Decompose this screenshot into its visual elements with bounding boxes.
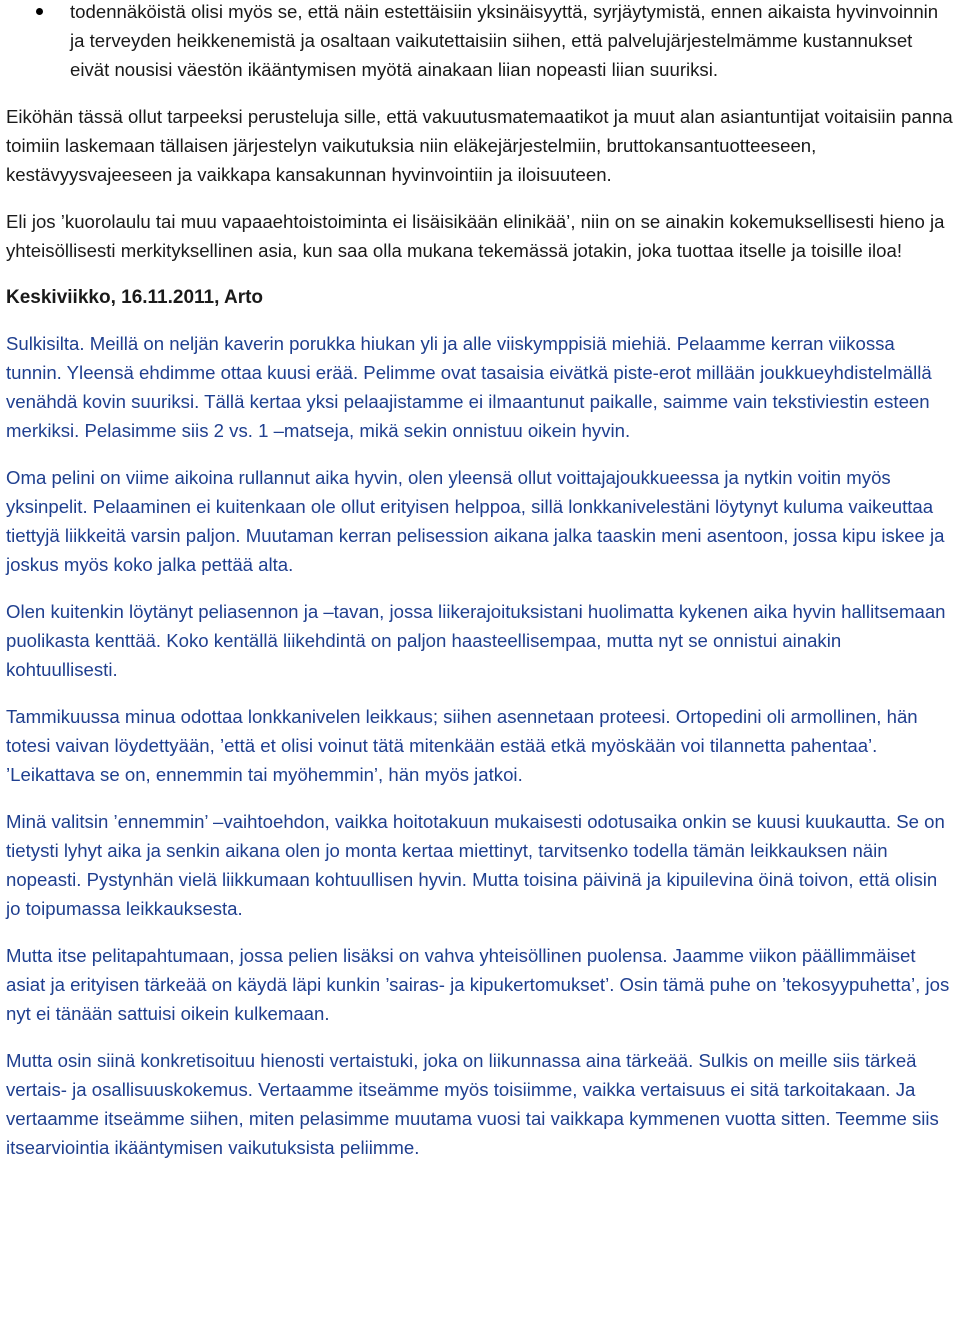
paragraph-choir: Eli jos ’kuorolaulu tai muu vapaaehtoistoiminta ei lisäisikään elinikää’, niin on se ainakin kokemuksellisesti hieno ja yhteisöllisesti merkityksellinen asia, kun saa olla mukana tekemässä jotakin, joka tuottaa itselle ja toisille iloa! [6,211,945,261]
bullet-item [6,0,954,84]
bullet-dot-icon [36,8,43,15]
paragraph-community: Mutta itse pelitapahtumaan, jossa pelien lisäksi on vahva yhteisöllinen puolensa. Jaamme viikon päällimmäiset asiat ja erityisen tärkeää on käydä läpi kunkin ’sairas- ja kipukertomukset’. Osin tämä puhe on ’tekosyypuhetta’, jos nyt ei tänään sattuisi oikein kulkemaan. [6,945,950,1024]
paragraph-own-game: Oma pelini on viime aikoina rullannut aika hyvin, olen yleensä ollut voittajajoukkueessa ja nytkin voitin myös yksinpelit. Pelaaminen ei kuitenkaan ole ollut erityisen helppoa, sillä lonkkanivelestäni löytynyt kuluma vaikeuttaa tiettyjä liikkeitä varsin paljon. Muutaman kerran pelisession aikana jalka taaskin meni asentoon, jossa kipu iskee ja joskus myös koko jalka pettää alta. [6,467,945,575]
bullet-paragraph: todennäköistä olisi myös se, että näin estettäisiin yksinäisyyttä, syrjäytymistä, ennen aikaista hyvinvoinnin ja terveyden heikkenemistä ja osaltaan vaikutettaisiin siihen, että palvelujärjestelmämme kustannukset eivät nousisi väestön ikääntymisen myötä ainakaan liian nopeasti liian suuriksi. [70,1,939,80]
paragraph-choice: Minä valitsin ’ennemmin’ –vaihtoehdon, vaikka hoitotakuun mukaisesti odotusaika onkin se kuusi kuukautta. Se on tietysti lyhyt aika ja senkin aikana olen jo monta kertaa miettinyt, tarvitsenko todella tämän leikkauksen näin nopeasti. Pystynhän vielä liikkumaan kohtuullisen hyvin. Mutta toisina päivinä ja kipuilevina öinä toivon, että olisin jo toipumassa leikkauksesta. [6,811,945,919]
paragraph-playing-position: Olen kuitenkin löytänyt peliasennon ja –tavan, jossa liikerajoituksistani huolimatta kykenen aika hyvin hallitsemaan puolikasta kenttää. Koko kentällä liikehdintä on paljon haasteellisempaa, mutta nyt se onnistui ainakin kohtuullisesti. [6,601,946,680]
entry-heading: Keskiviikko, 16.11.2011, Arto [6,287,264,308]
paragraph-peer-support: Mutta osin siinä konkretisoituu hienosti vertaistuki, joka on liikunnassa aina tärkeää. Sulkis on meille siis tärkeä vertais- ja osallisuuskokemus. Vertaamme itseämme myös toisiimme, vaikka vertaisuus ei sitä tarkoitakaan. Ja vertaamme itseämme siihen, miten pelasimme muutama vuosi tai vaikkapa kymmenen vuotta sitten. Teemme siis itsearviointia ikääntymisen vaikutuksista peliimme. [6,1050,939,1158]
paragraph-surgery: Tammikuussa minua odottaa lonkkanivelen leikkaus; siihen asennetaan proteesi. Ortopedini oli armollinen, hän totesi vaivan löydettyään, ’että et olisi voinut tätä mitenkään estää etkä myöskään voi tilannetta pahentaa’. ’Leikattava se on, ennemmin tai myöhemmin’, hän myös jatkoi. [6,706,918,785]
paragraph-badminton-group: Sulkisilta. Meillä on neljän kaverin porukka hiukan yli ja alle viiskymppisiä miehiä. Pelaamme kerran viikossa tunnin. Yleensä ehdimme ottaa kuusi erää. Pelimme ovat tasaisia eivätkä piste-erot millään joukkueyhdistelmällä venähdä kovin suuriksi. Tällä kertaa yksi pelaajistamme ei ilmaantunut paikalle, saimme vain tekstiviestin esteen merkiksi. Pelasimme siis 2 vs. 1 –matseja, mikä sekin onnistuu oikein hyvin. [6,333,932,441]
paragraph-arguments: Eiköhän tässä ollut tarpeeksi perusteluja sille, että vakuutusmatemaatikot ja muut alan asiantuntijat voitaisiin panna toimiin laskemaan tällaisen järjestelyn vaikutuksia niin eläkejärjestelmiin, bruttokansantuotteeseen, kestävyysvajeeseen ja vaikkapa kansakunnan hyvinvointiin ja iloisuuteen. [6,106,953,185]
